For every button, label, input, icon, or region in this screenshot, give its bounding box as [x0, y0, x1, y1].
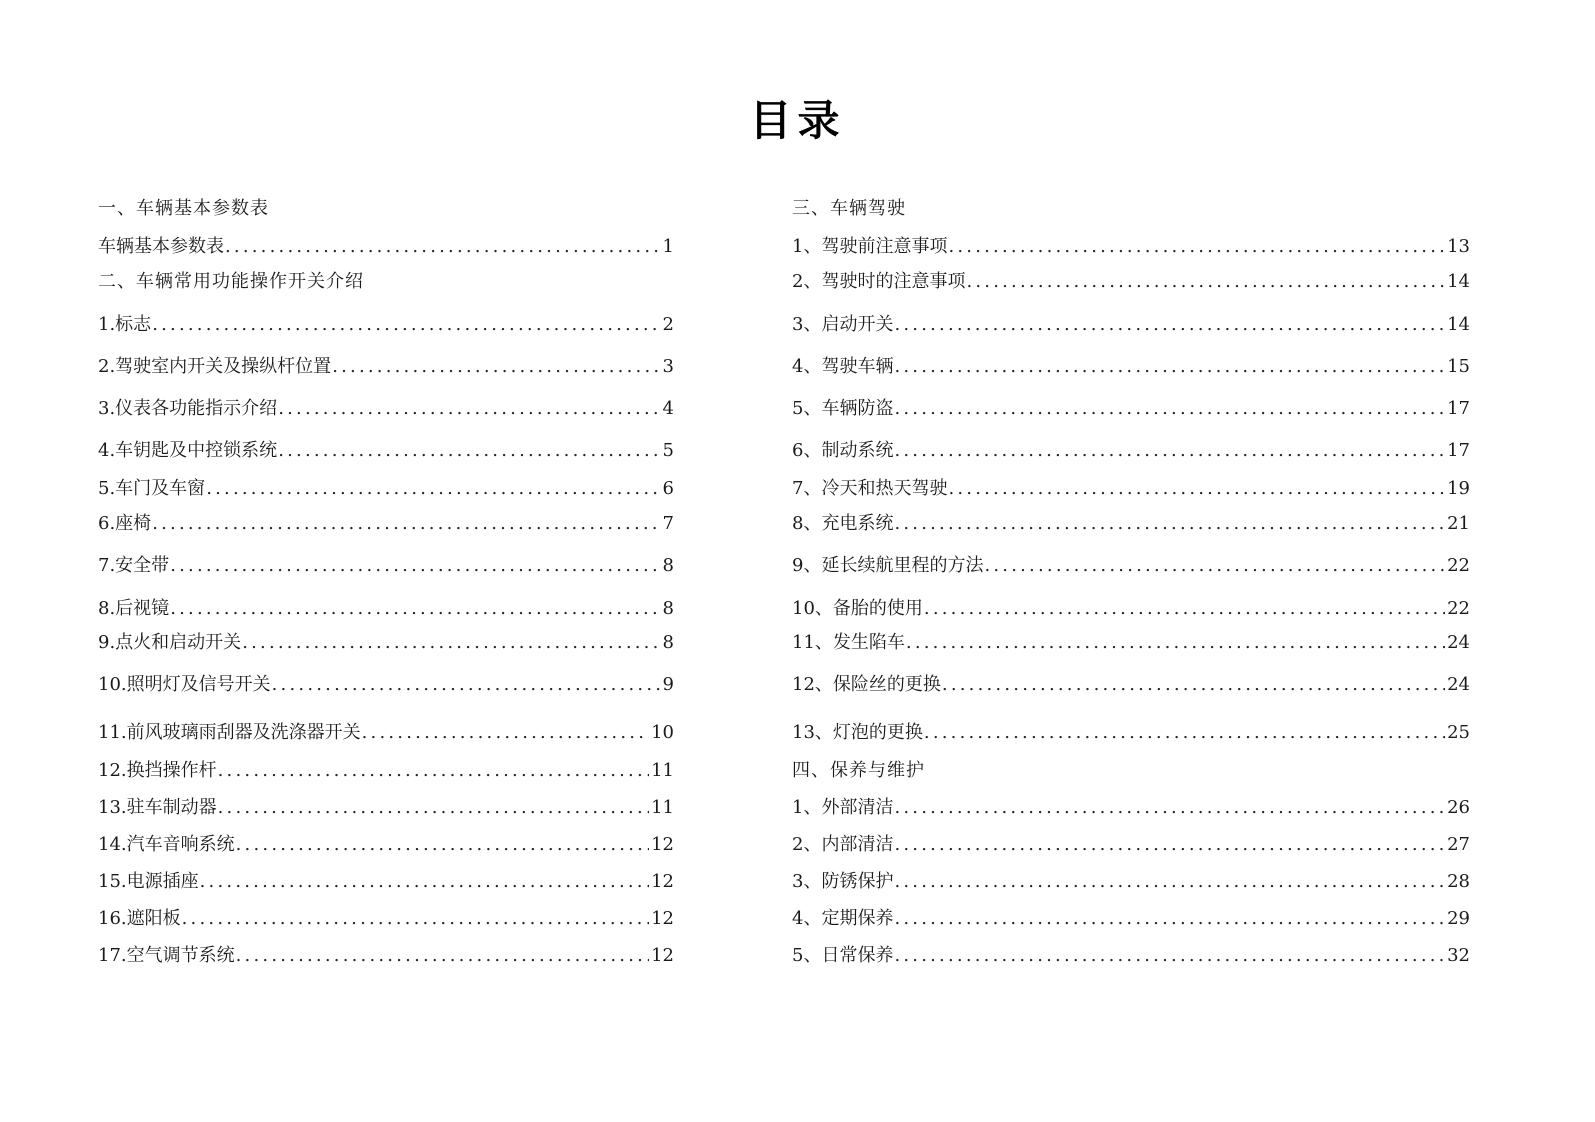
dot-leader: [278, 438, 660, 464]
toc-entry-page-number: 8: [662, 555, 674, 576]
toc-entry[interactable]: [792, 630, 1470, 656]
toc-entry[interactable]: [98, 476, 674, 502]
toc-entry[interactable]: [98, 354, 674, 380]
dot-leader: [170, 553, 660, 579]
toc-entry-page-number: 12: [651, 908, 674, 929]
dot-leader: [894, 943, 1445, 969]
toc-entry-page-number: 4: [662, 398, 674, 419]
toc-entry-label: 5、日常保养: [792, 945, 894, 966]
dot-leader: [206, 476, 660, 502]
section-heading-text: 三、车辆驾驶: [792, 198, 906, 219]
dot-leader: [966, 269, 1445, 295]
toc-entry-page-number: 8: [662, 598, 674, 619]
toc-entry-label: 13、灯泡的更换: [792, 722, 923, 743]
toc-entry[interactable]: [98, 758, 674, 784]
toc-entry[interactable]: [792, 312, 1470, 338]
dot-leader: [242, 630, 660, 656]
dot-leader: [200, 869, 649, 895]
page-title: 目录: [749, 96, 846, 145]
toc-entry-label: 4、驾驶车辆: [792, 356, 894, 377]
toc-entry-label: 8、充电系统: [792, 513, 894, 534]
toc-entry-page-number: 12: [651, 871, 674, 892]
toc-entry[interactable]: [98, 396, 674, 422]
toc-entry-page-number: 13: [1447, 236, 1470, 257]
toc-entry-label: 10.照明灯及信号开关: [98, 674, 271, 695]
toc-entry[interactable]: [792, 553, 1470, 579]
toc-entry[interactable]: [792, 438, 1470, 464]
toc-entry-label: 1.标志: [98, 314, 152, 335]
toc-entry-label: 4、定期保养: [792, 908, 894, 929]
toc-entry[interactable]: [792, 943, 1470, 969]
toc-entry-label: 17.空气调节系统: [98, 945, 235, 966]
toc-entry-label: 1、驾驶前注意事项: [792, 236, 948, 257]
dot-leader: [924, 720, 1445, 746]
toc-entry-label: 3.仪表各功能指示介绍: [98, 398, 278, 419]
toc-entry-label: 5.车门及车窗: [98, 478, 206, 499]
toc-entry[interactable]: [792, 869, 1470, 895]
toc-entry-page-number: 12: [651, 945, 674, 966]
toc-entry[interactable]: [98, 630, 674, 656]
toc-entry-page-number: 25: [1447, 722, 1470, 743]
dot-leader: [894, 795, 1445, 821]
dot-leader: [152, 312, 660, 338]
dot-leader: [278, 396, 660, 422]
toc-entry-page-number: 8: [662, 632, 674, 653]
toc-entry-label: 10、备胎的使用: [792, 598, 923, 619]
dot-leader: [894, 906, 1445, 932]
toc-entry[interactable]: [98, 795, 674, 821]
toc-entry[interactable]: [98, 438, 674, 464]
toc-entry-page-number: 14: [1447, 271, 1470, 292]
toc-entry[interactable]: [792, 795, 1470, 821]
toc-entry-label: 16.遮阳板: [98, 908, 181, 929]
dot-leader: [948, 476, 1445, 502]
toc-entry[interactable]: [792, 396, 1470, 422]
toc-entry-page-number: 29: [1447, 908, 1470, 929]
toc-entry-label: 14.汽车音响系统: [98, 834, 235, 855]
toc-entry[interactable]: [98, 832, 674, 858]
toc-entry-page-number: 1: [662, 236, 674, 257]
toc-entry[interactable]: [792, 511, 1470, 537]
dot-leader: [924, 596, 1445, 622]
toc-entry[interactable]: [792, 476, 1470, 502]
toc-entry-label: 2.驾驶室内开关及操纵杆位置: [98, 356, 332, 377]
toc-entry[interactable]: [98, 312, 674, 338]
dot-leader: [236, 943, 649, 969]
toc-entry-label: 2、驾驶时的注意事项: [792, 271, 966, 292]
toc-entry[interactable]: [792, 269, 1470, 295]
toc-entry-label: 6、制动系统: [792, 440, 894, 461]
toc-entry-page-number: 32: [1447, 945, 1470, 966]
toc-entry[interactable]: [98, 869, 674, 895]
toc-entry-label: 4.车钥匙及中控锁系统: [98, 440, 278, 461]
toc-entry-page-number: 15: [1447, 356, 1470, 377]
toc-entry-label: 3、启动开关: [792, 314, 894, 335]
dot-leader: [362, 720, 649, 746]
toc-entry-label: 6.座椅: [98, 513, 152, 534]
toc-entry-page-number: 26: [1447, 797, 1470, 818]
toc-entry[interactable]: [792, 720, 1470, 746]
dot-leader: [894, 511, 1445, 537]
toc-entry-page-number: 12: [651, 834, 674, 855]
toc-entry[interactable]: [792, 354, 1470, 380]
toc-entry-page-number: 22: [1447, 555, 1470, 576]
dot-leader: [894, 832, 1445, 858]
dot-leader: [894, 354, 1445, 380]
section-heading: [98, 196, 269, 222]
dot-leader: [170, 596, 660, 622]
dot-leader: [272, 672, 661, 698]
toc-entry[interactable]: [98, 672, 674, 698]
toc-entry[interactable]: [792, 596, 1470, 622]
section-heading: [792, 758, 925, 784]
dot-leader: [984, 553, 1445, 579]
dot-leader: [894, 312, 1445, 338]
toc-entry-page-number: 2: [662, 314, 674, 335]
toc-entry-page-number: 11: [651, 797, 674, 818]
toc-entry[interactable]: [792, 832, 1470, 858]
toc-entry-label: 11、发生陷车: [792, 632, 905, 653]
toc-entry-page-number: 24: [1447, 674, 1470, 695]
dot-leader: [236, 832, 649, 858]
dot-leader: [332, 354, 660, 380]
toc-entry-label: 9、延长续航里程的方法: [792, 555, 984, 576]
toc-entry-label: 13.驻车制动器: [98, 797, 217, 818]
dot-leader: [182, 906, 649, 932]
toc-entry[interactable]: [792, 906, 1470, 932]
toc-entry-label: 3、防锈保护: [792, 871, 894, 892]
dot-leader: [152, 511, 660, 537]
toc-entry-page-number: 19: [1447, 478, 1470, 499]
toc-entry-label: 9.点火和启动开关: [98, 632, 242, 653]
toc-entry-page-number: 3: [662, 356, 674, 377]
toc-entry-page-number: 7: [662, 513, 674, 534]
toc-entry-page-number: 5: [662, 440, 674, 461]
dot-leader: [894, 438, 1445, 464]
toc-entry[interactable]: [98, 234, 674, 260]
toc-entry-page-number: 6: [662, 478, 674, 499]
dot-leader: [942, 672, 1445, 698]
toc-entry-page-number: 17: [1447, 398, 1470, 419]
toc-entry-page-number: 17: [1447, 440, 1470, 461]
toc-entry-label: 5、车辆防盗: [792, 398, 894, 419]
toc-entry-label: 7.安全带: [98, 555, 170, 576]
toc-entry[interactable]: [792, 672, 1470, 698]
toc-entry-label: 12.换挡操作杆: [98, 760, 217, 781]
toc-entry-label: 1、外部清洁: [792, 797, 894, 818]
toc-entry[interactable]: [98, 553, 674, 579]
toc-entry-label: 11.前风玻璃雨刮器及洗涤器开关: [98, 722, 361, 743]
toc-entry-page-number: 24: [1447, 632, 1470, 653]
toc-entry-page-number: 9: [662, 674, 674, 695]
toc-entry[interactable]: [98, 720, 674, 746]
toc-entry[interactable]: [98, 511, 674, 537]
toc-entry-label: 2、内部清洁: [792, 834, 894, 855]
toc-entry-page-number: 27: [1447, 834, 1470, 855]
toc-entry-label: 12、保险丝的更换: [792, 674, 941, 695]
toc-entry-page-number: 21: [1447, 513, 1470, 534]
section-heading: [98, 269, 364, 295]
dot-leader: [906, 630, 1445, 656]
toc-entry[interactable]: [98, 943, 674, 969]
section-heading-text: 四、保养与维护: [792, 760, 925, 781]
toc-entry-page-number: 10: [651, 722, 674, 743]
section-heading-text: 一、车辆基本参数表: [98, 198, 269, 219]
toc-entry[interactable]: [98, 596, 674, 622]
toc-entry[interactable]: [98, 906, 674, 932]
toc-entry-label: 车辆基本参数表: [98, 236, 224, 257]
toc-entry-page-number: 28: [1447, 871, 1470, 892]
toc-entry-page-number: 22: [1447, 598, 1470, 619]
dot-leader: [948, 234, 1445, 260]
toc-entry-label: 8.后视镜: [98, 598, 170, 619]
toc-entry[interactable]: [792, 234, 1470, 260]
section-heading-text: 二、车辆常用功能操作开关介绍: [98, 271, 364, 292]
dot-leader: [225, 234, 661, 260]
dot-leader: [218, 795, 649, 821]
toc-entry-page-number: 11: [651, 760, 674, 781]
section-heading: [792, 196, 906, 222]
toc-entry-label: 7、冷天和热天驾驶: [792, 478, 948, 499]
dot-leader: [894, 869, 1445, 895]
dot-leader: [894, 396, 1445, 422]
toc-entry-label: 15.电源插座: [98, 871, 199, 892]
dot-leader: [218, 758, 649, 784]
toc-entry-page-number: 14: [1447, 314, 1470, 335]
